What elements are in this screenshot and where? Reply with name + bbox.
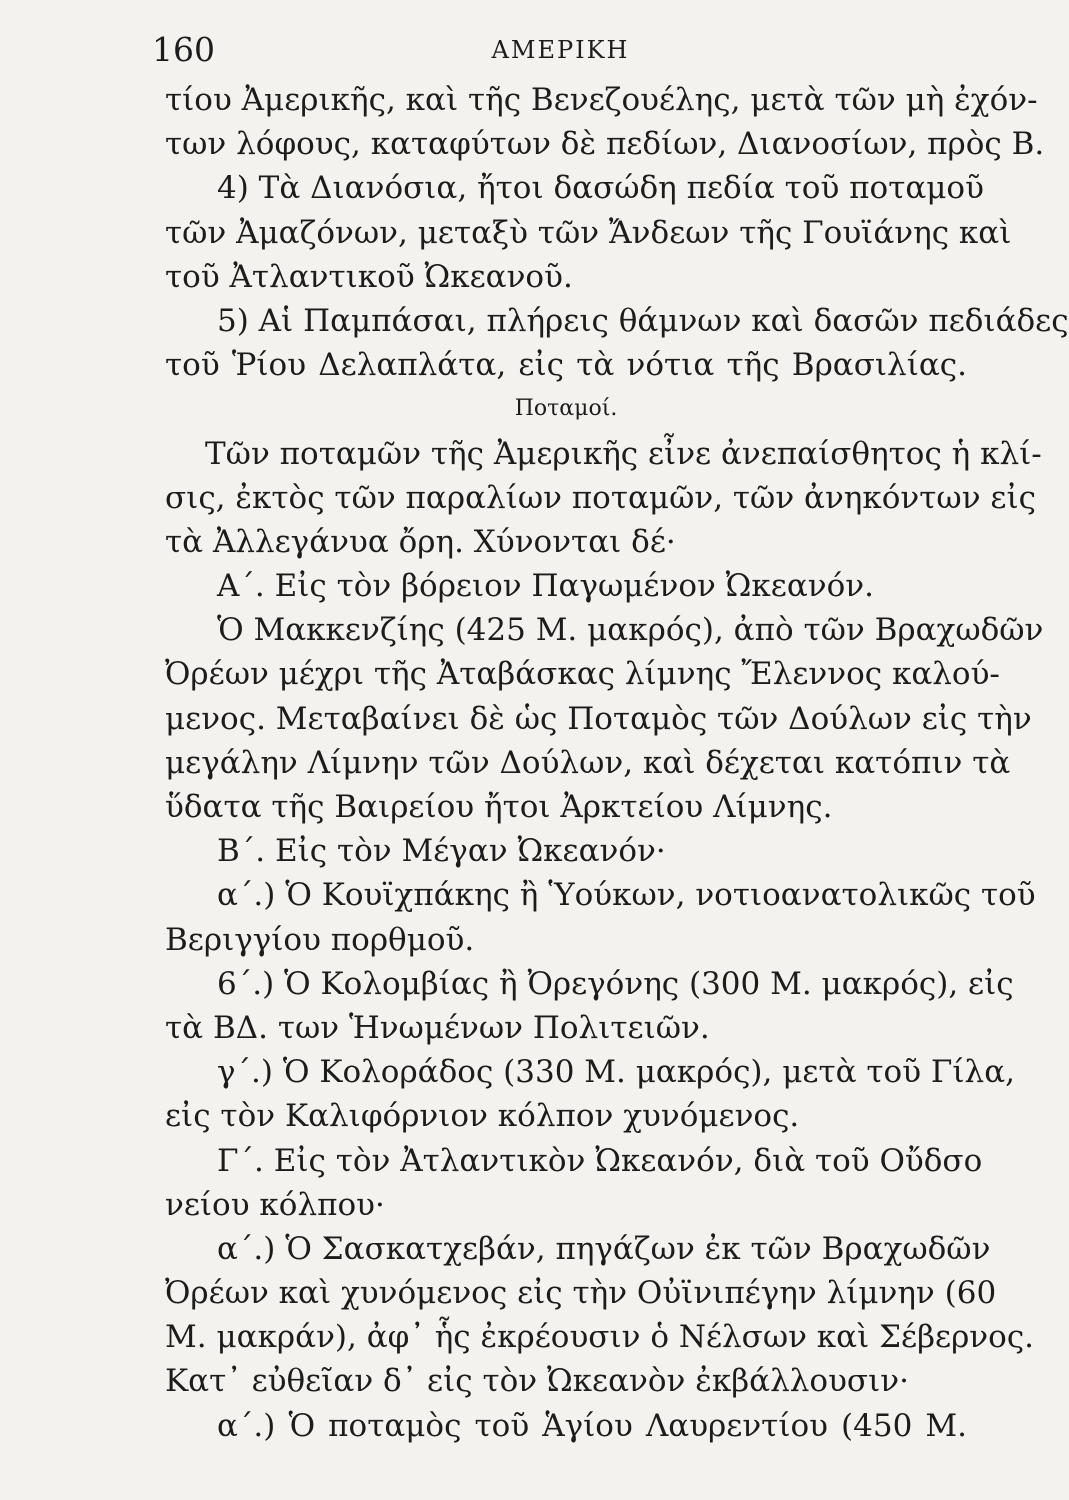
- page-header: [152, 30, 969, 80]
- page-number: 160: [152, 30, 215, 69]
- text-line: Κατ᾽ εὐθεῖαν δ᾽ εἰς τὸν Ὠκεανὸν ἐκβάλλουσιν·: [165, 1363, 909, 1400]
- text-line: α΄.) Ὁ Κουϊχπάκης ἢ Ὑούκων, νοτιοανατολικῶς τοῦ: [217, 877, 1036, 914]
- text-line: γ΄.) Ὁ Κολοράδος (330 Μ. μακρός), μετὰ τοῦ Γίλα,: [217, 1054, 1015, 1091]
- text-line: ὕδατα τῆς Βαιρείου ἤτοι Ἀρκτείου Λίμνης.: [165, 789, 833, 825]
- text-line: Α΄. Εἰς τὸν βόρειον Παγωμένον Ὠκεανόν.: [217, 568, 874, 605]
- text-line: τοῦ Ῥίου Δελαπλάτα, εἰς τὰ νότια τῆς Βρασιλίας.: [165, 347, 967, 384]
- text-line: Ὀρέων μέχρι τῆς Ἀταβάσκας λίμνης Ἔλεννος καλού-: [165, 656, 1000, 693]
- running-title: ΑΜΕΡΙΚΗ: [491, 36, 630, 64]
- section-subheading: Ποταμοί.: [514, 396, 618, 422]
- body-text: [165, 78, 1069, 1448]
- text-line: τὰ Ἀλλεγάνυα ὄρη. Χύνονται δέ·: [165, 523, 676, 560]
- text-line: Βεριγγίου πορθμοῦ.: [165, 921, 475, 958]
- text-line: τοῦ Ἀτλαντικοῦ Ὠκεανοῦ.: [165, 258, 573, 295]
- text-line: 6΄.) Ὁ Κολομβίας ἢ Ὀρεγόνης (300 Μ. μακρός), εἰς: [217, 965, 1014, 1002]
- text-line: Ὁ Μακκενζίης (425 Μ. μακρός), ἀπὸ τῶν Βραχωδῶν: [217, 612, 1044, 649]
- text-line: Β΄. Εἰς τὸν Μέγαν Ὠκεανόν·: [217, 833, 666, 870]
- text-line: Γ΄. Εἰς τὸν Ἀτλαντικὸν Ὠκεανόν, διὰ τοῦ Οὔδσο: [217, 1142, 983, 1179]
- text-line: Ὀρέων καὶ χυνόμενος εἰς τὴν Οὐϊνιπέγην λίμνην (60: [165, 1275, 997, 1312]
- text-line: Μ. μακράν), ἀφ᾽ ἧς ἐκρέουσιν ὁ Νέλσων καὶ Σέβερνος.: [165, 1319, 1035, 1356]
- text-line: τίου Ἀμερικῆς, καὶ τῆς Βενεζουέλης, μετὰ τῶν μὴ ἐχόν-: [165, 82, 1038, 118]
- text-line: σις, ἐκτὸς τῶν παραλίων ποταμῶν, τῶν ἀνηκόντων εἰς: [165, 479, 1036, 516]
- text-line: α΄.) Ὁ Σασκατχεβάν, πηγάζων ἐκ τῶν Βραχωδῶν: [217, 1230, 991, 1267]
- text-line: τῶν Ἀμαζόνων, μεταξὺ τῶν Ἄνδεων τῆς Γουϊάνης καὶ: [165, 214, 1012, 251]
- text-line: 4) Τὰ Διανόσια, ἤτοι δασώδη πεδία τοῦ ποταμοῦ: [217, 170, 984, 207]
- text-line: εἰς τὸν Καλιφόρνιον κόλπον χυνόμενος.: [165, 1098, 800, 1135]
- text-line: νείου κόλπου·: [165, 1186, 385, 1223]
- text-line: των λόφους, καταφύτων δὲ πεδίων, Διανοσίων, πρὸς Β.: [165, 126, 1045, 163]
- text-line: μεγάλην Λίμνην τῶν Δούλων, καὶ δέχεται κατόπιν τὰ: [165, 744, 1011, 781]
- text-line: α΄.) Ὁ ποταμὸς τοῦ Ἁγίου Λαυρεντίου (450 Μ.: [217, 1407, 967, 1444]
- text-line: τὰ ΒΔ. των Ἡνωμένων Πολιτειῶν.: [165, 1009, 710, 1046]
- text-line: μενος. Μεταβαίνει δὲ ὡς Ποταμὸς τῶν Δούλων εἰς τὴν: [165, 700, 1032, 737]
- text-line: 5) Αἱ Παμπάσαι, πλήρεις θάμνων καὶ δασῶν πεδιάδες: [217, 302, 1069, 339]
- text-line: Τῶν ποταμῶν τῆς Ἀμερικῆς εἶνε ἀνεπαίσθητος ἡ κλί-: [205, 435, 1042, 472]
